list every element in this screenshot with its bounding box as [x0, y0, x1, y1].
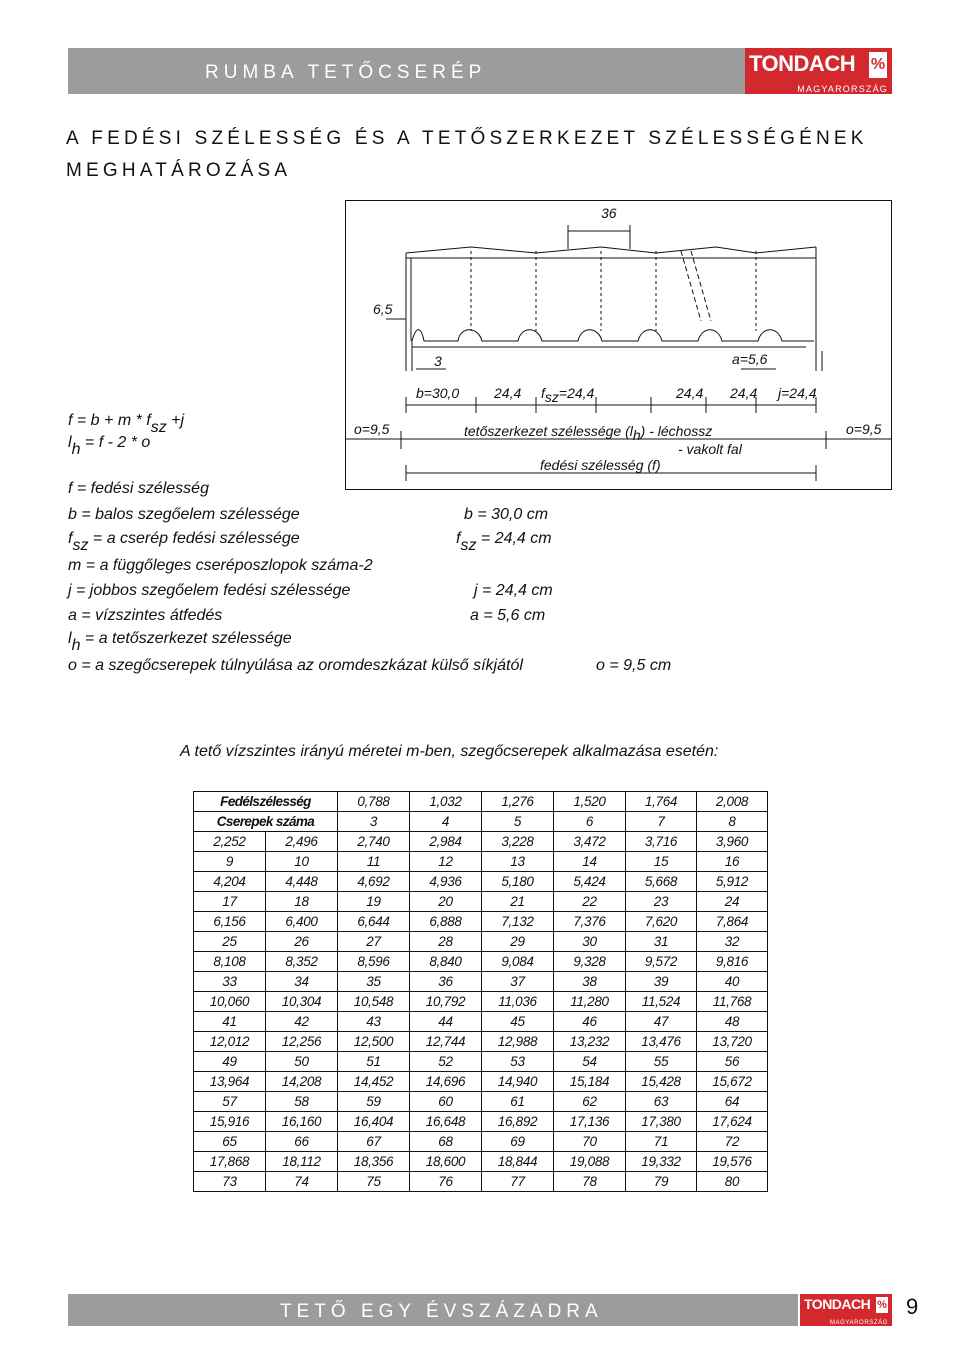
dim-j: j=24,4 [778, 385, 817, 401]
table-header-label: Cserepek száma [194, 812, 338, 832]
table-cell: 15,916 [194, 1112, 266, 1132]
table-cell: 58 [266, 1092, 338, 1112]
page-number: 9 [906, 1294, 919, 1319]
table-cell: 16,892 [482, 1112, 554, 1132]
table-cell: 8,596 [338, 952, 410, 972]
table-cell: 5,424 [554, 872, 626, 892]
table-cell: 74 [266, 1172, 338, 1192]
roof-dimensions-table [193, 791, 768, 1192]
table-header-label: Fedélszélesség [194, 792, 338, 812]
table-cell: 9,084 [482, 952, 554, 972]
table-cell: 6,156 [194, 912, 266, 932]
table-cell: 17,380 [626, 1112, 697, 1132]
footer-title: TETŐ EGY ÉVSZÁZADRA [280, 1301, 603, 1322]
table-header-row [194, 792, 768, 812]
dim-24-4-b: 24,4 [676, 385, 704, 401]
table-cell: 43 [338, 1012, 410, 1032]
table-row [194, 1032, 768, 1052]
table-cell: 60 [410, 1092, 482, 1112]
logo-mark-icon: % [869, 52, 887, 78]
table-cell: 17,868 [194, 1152, 266, 1172]
table-row [194, 912, 768, 932]
table-cell: 59 [338, 1092, 410, 1112]
table-cell: 75 [338, 1172, 410, 1192]
table-cell: 25 [194, 932, 266, 952]
table-cell: 11 [338, 852, 410, 872]
table-cell: 18 [266, 892, 338, 912]
legend-b-value: b = 30,0 cm [464, 506, 549, 523]
table-row [194, 1012, 768, 1032]
table-cell: 66 [266, 1132, 338, 1152]
table-cell: 29 [482, 932, 554, 952]
table-cell: 70 [554, 1132, 626, 1152]
legend-o: o = a szegőcserepek túlnyúlása az oromdeszkázat külső síkjától [68, 657, 523, 674]
table-cell: 9,572 [626, 952, 697, 972]
label-vakolt-fal: - vakolt fal [678, 441, 742, 457]
table-cell: 30 [554, 932, 626, 952]
table-cell: 2,740 [338, 832, 410, 852]
table-cell: 69 [482, 1132, 554, 1152]
dim-6-5: 6,5 [373, 301, 393, 317]
table-cell: 4 [410, 812, 482, 832]
table-cell: 35 [338, 972, 410, 992]
table-cell: 12,988 [482, 1032, 554, 1052]
table-cell: 1,520 [554, 792, 626, 812]
table-cell: 9,816 [697, 952, 768, 972]
table-cell: 13,964 [194, 1072, 266, 1092]
table-cell: 12,256 [266, 1032, 338, 1052]
table-cell: 6,400 [266, 912, 338, 932]
table-cell: 6,644 [338, 912, 410, 932]
table-cell: 71 [626, 1132, 697, 1152]
table-cell: 45 [482, 1012, 554, 1032]
table-cell: 2,252 [194, 832, 266, 852]
table-cell: 19,332 [626, 1152, 697, 1172]
table-cell: 5 [482, 812, 554, 832]
table-cell: 3,472 [554, 832, 626, 852]
table-cell: 32 [697, 932, 768, 952]
table-cell: 53 [482, 1052, 554, 1072]
roof-diagram-drawing [346, 201, 891, 489]
table-row [194, 1172, 768, 1192]
table-cell: 15,184 [554, 1072, 626, 1092]
table-cell: 3,960 [697, 832, 768, 852]
table-cell: 14,208 [266, 1072, 338, 1092]
table-cell: 42 [266, 1012, 338, 1032]
table-cell: 77 [482, 1172, 554, 1192]
table-cell: 24 [697, 892, 768, 912]
formula-line-2: $l_h = f - 2 * o$ [68, 434, 151, 458]
table-cell: 16,404 [338, 1112, 410, 1132]
table-cell: 10,060 [194, 992, 266, 1012]
dim-24-4-a: 24,4 [494, 385, 522, 401]
table-cell: 48 [697, 1012, 768, 1032]
table-cell: 19 [338, 892, 410, 912]
table-cell: 14,452 [338, 1072, 410, 1092]
table-cell: 18,112 [266, 1152, 338, 1172]
table-cell: 51 [338, 1052, 410, 1072]
dim-o-left: o=9,5 [354, 421, 390, 437]
table-cell: 27 [338, 932, 410, 952]
table-row [194, 972, 768, 992]
table-row [194, 1052, 768, 1072]
table-row [194, 892, 768, 912]
legend-a: a = vízszintes átfedés [68, 607, 223, 624]
table-cell: 57 [194, 1092, 266, 1112]
table-cell: 11,768 [697, 992, 768, 1012]
table-cell: 9,328 [554, 952, 626, 972]
logo-sub: MAGYARORSZÁG [829, 1320, 888, 1326]
logo-mark-icon: % [877, 1299, 887, 1311]
table-cell: 8,108 [194, 952, 266, 972]
table-cell: 16 [697, 852, 768, 872]
table-row [194, 952, 768, 972]
table-row [194, 992, 768, 1012]
table-header-row [194, 812, 768, 832]
table-cell: 80 [697, 1172, 768, 1192]
table-cell: 12,744 [410, 1032, 482, 1052]
table-cell: 13 [482, 852, 554, 872]
table-cell: 16,648 [410, 1112, 482, 1132]
table-cell: 13,720 [697, 1032, 768, 1052]
table-row [194, 1092, 768, 1112]
dim-fsz: $f_{sz}=24,4$ [541, 385, 595, 405]
table-row [194, 932, 768, 952]
dim-3: 3 [434, 353, 442, 369]
table-cell: 18,356 [338, 1152, 410, 1172]
table-cell: 10,792 [410, 992, 482, 1012]
logo-name: TONDACH [804, 1296, 871, 1312]
table-cell: 26 [266, 932, 338, 952]
table-cell: 3,716 [626, 832, 697, 852]
table-cell: 31 [626, 932, 697, 952]
table-cell: 1,276 [482, 792, 554, 812]
table-cell: 12 [410, 852, 482, 872]
tondach-logo-header [745, 48, 892, 94]
table-row [194, 832, 768, 852]
table-cell: 36 [410, 972, 482, 992]
legend-lh: $l_h = a$ tetőszerkezet szélessége [68, 630, 292, 654]
table-cell: 16,160 [266, 1112, 338, 1132]
table-cell: 19,576 [697, 1152, 768, 1172]
logo-sub: MAGYARORSZÁG [797, 84, 888, 94]
table-cell: 15,672 [697, 1072, 768, 1092]
table-cell: 72 [697, 1132, 768, 1152]
table-cell: 7,376 [554, 912, 626, 932]
table-cell: 37 [482, 972, 554, 992]
dim-b: b=30,0 [416, 385, 460, 401]
table-row [194, 1132, 768, 1152]
table-cell: 34 [266, 972, 338, 992]
legend-o-value: o = 9,5 cm [596, 657, 672, 674]
dim-36: 36 [601, 205, 617, 221]
table-cell: 4,204 [194, 872, 266, 892]
legend-j-value: j = 24,4 cm [474, 582, 553, 599]
table-cell: 61 [482, 1092, 554, 1112]
table-cell: 79 [626, 1172, 697, 1192]
table-cell: 52 [410, 1052, 482, 1072]
table-cell: 2,496 [266, 832, 338, 852]
dim-o-right: o=9,5 [846, 421, 882, 437]
table-cell: 38 [554, 972, 626, 992]
table-row [194, 1112, 768, 1132]
label-tetoszerkezet: tetőszerkezet szélessége $(l_h)$ - léchossz [464, 423, 713, 443]
table-cell: 5,912 [697, 872, 768, 892]
table-cell: 7,132 [482, 912, 554, 932]
table-cell: 67 [338, 1132, 410, 1152]
table-cell: 6,888 [410, 912, 482, 932]
table-cell: 18,844 [482, 1152, 554, 1172]
table-row [194, 852, 768, 872]
table-cell: 7 [626, 812, 697, 832]
dim-a: a=5,6 [732, 351, 768, 367]
table-cell: 13,476 [626, 1032, 697, 1052]
table-cell: 14 [554, 852, 626, 872]
legend-a-value: a = 5,6 cm [470, 607, 546, 624]
table-cell: 10 [266, 852, 338, 872]
table-cell: 14,940 [482, 1072, 554, 1092]
table-cell: 65 [194, 1132, 266, 1152]
table-cell: 8,352 [266, 952, 338, 972]
table-cell: 4,936 [410, 872, 482, 892]
table-cell: 54 [554, 1052, 626, 1072]
table-cell: 1,764 [626, 792, 697, 812]
table-row [194, 1152, 768, 1172]
roof-diagram [345, 200, 892, 490]
tondach-logo-footer [800, 1294, 892, 1326]
table-cell: 11,036 [482, 992, 554, 1012]
table-cell: 17,136 [554, 1112, 626, 1132]
table-cell: 2,984 [410, 832, 482, 852]
table-cell: 11,280 [554, 992, 626, 1012]
table-cell: 3 [338, 812, 410, 832]
table-cell: 15,428 [626, 1072, 697, 1092]
table-cell: 18,600 [410, 1152, 482, 1172]
table-cell: 33 [194, 972, 266, 992]
table-caption: A tető vízszintes irányú méretei m-ben, szegőcserepek alkalmazása esetén: [180, 743, 719, 760]
table-cell: 17,624 [697, 1112, 768, 1132]
table-cell: 4,692 [338, 872, 410, 892]
table-cell: 12,500 [338, 1032, 410, 1052]
page-title: A FEDÉSI SZÉLESSÉG ÉS A TETŐSZERKEZET SZÉLESSÉGÉNEK MEGHATÁROZÁSA [66, 128, 868, 181]
table-cell: 78 [554, 1172, 626, 1192]
table-cell: 5,180 [482, 872, 554, 892]
table-cell: 44 [410, 1012, 482, 1032]
table-cell: 73 [194, 1172, 266, 1192]
table-cell: 41 [194, 1012, 266, 1032]
table-cell: 39 [626, 972, 697, 992]
table-cell: 6 [554, 812, 626, 832]
table-cell: 55 [626, 1052, 697, 1072]
legend-f: f = fedési szélesség [68, 480, 209, 497]
table-cell: 20 [410, 892, 482, 912]
table-cell: 21 [482, 892, 554, 912]
table-cell: 10,304 [266, 992, 338, 1012]
table-cell: 17 [194, 892, 266, 912]
table-cell: 10,548 [338, 992, 410, 1012]
table-cell: 1,032 [410, 792, 482, 812]
table-cell: 3,228 [482, 832, 554, 852]
legend-b: b = balos szegőelem szélessége [68, 506, 300, 523]
legend-j: j = jobbos szegőelem fedési szélessége [68, 582, 351, 599]
table-cell: 46 [554, 1012, 626, 1032]
table-cell: 12,012 [194, 1032, 266, 1052]
table-cell: 9 [194, 852, 266, 872]
table-cell: 62 [554, 1092, 626, 1112]
table-cell: 7,864 [697, 912, 768, 932]
header-title: RUMBA TETŐCSERÉP [205, 62, 487, 83]
table-cell: 28 [410, 932, 482, 952]
table-cell: 14,696 [410, 1072, 482, 1092]
table-row [194, 1072, 768, 1092]
table-cell: 11,524 [626, 992, 697, 1012]
table-cell: 22 [554, 892, 626, 912]
table-cell: 68 [410, 1132, 482, 1152]
dim-24-4-c: 24,4 [730, 385, 758, 401]
label-fedesi-szelesseg: fedési szélesség (f) [540, 457, 661, 473]
table-cell: 64 [697, 1092, 768, 1112]
table-cell: 23 [626, 892, 697, 912]
table-row [194, 872, 768, 892]
table-cell: 63 [626, 1092, 697, 1112]
table-cell: 8,840 [410, 952, 482, 972]
table-cell: 8 [697, 812, 768, 832]
table-cell: 4,448 [266, 872, 338, 892]
logo-name: TONDACH [749, 51, 856, 76]
table-cell: 13,232 [554, 1032, 626, 1052]
formula-line-1: $f = b + m * f_{sz} +j$ [68, 412, 185, 436]
table-cell: 76 [410, 1172, 482, 1192]
legend-fsz: $f_{sz} = a$ cserép fedési szélessége [68, 530, 300, 554]
table-cell: 2,008 [697, 792, 768, 812]
table-cell: 49 [194, 1052, 266, 1072]
table-cell: 19,088 [554, 1152, 626, 1172]
table-cell: 56 [697, 1052, 768, 1072]
legend-fsz-value: $f_{sz} = 24,4$ cm [456, 530, 552, 554]
table-cell: 50 [266, 1052, 338, 1072]
table-cell: 7,620 [626, 912, 697, 932]
table-cell: 47 [626, 1012, 697, 1032]
table-cell: 40 [697, 972, 768, 992]
table-cell: 5,668 [626, 872, 697, 892]
table-cell: 0,788 [338, 792, 410, 812]
table-cell: 15 [626, 852, 697, 872]
legend-m: m = a függőleges cseréposzlopok száma-2 [68, 557, 373, 574]
